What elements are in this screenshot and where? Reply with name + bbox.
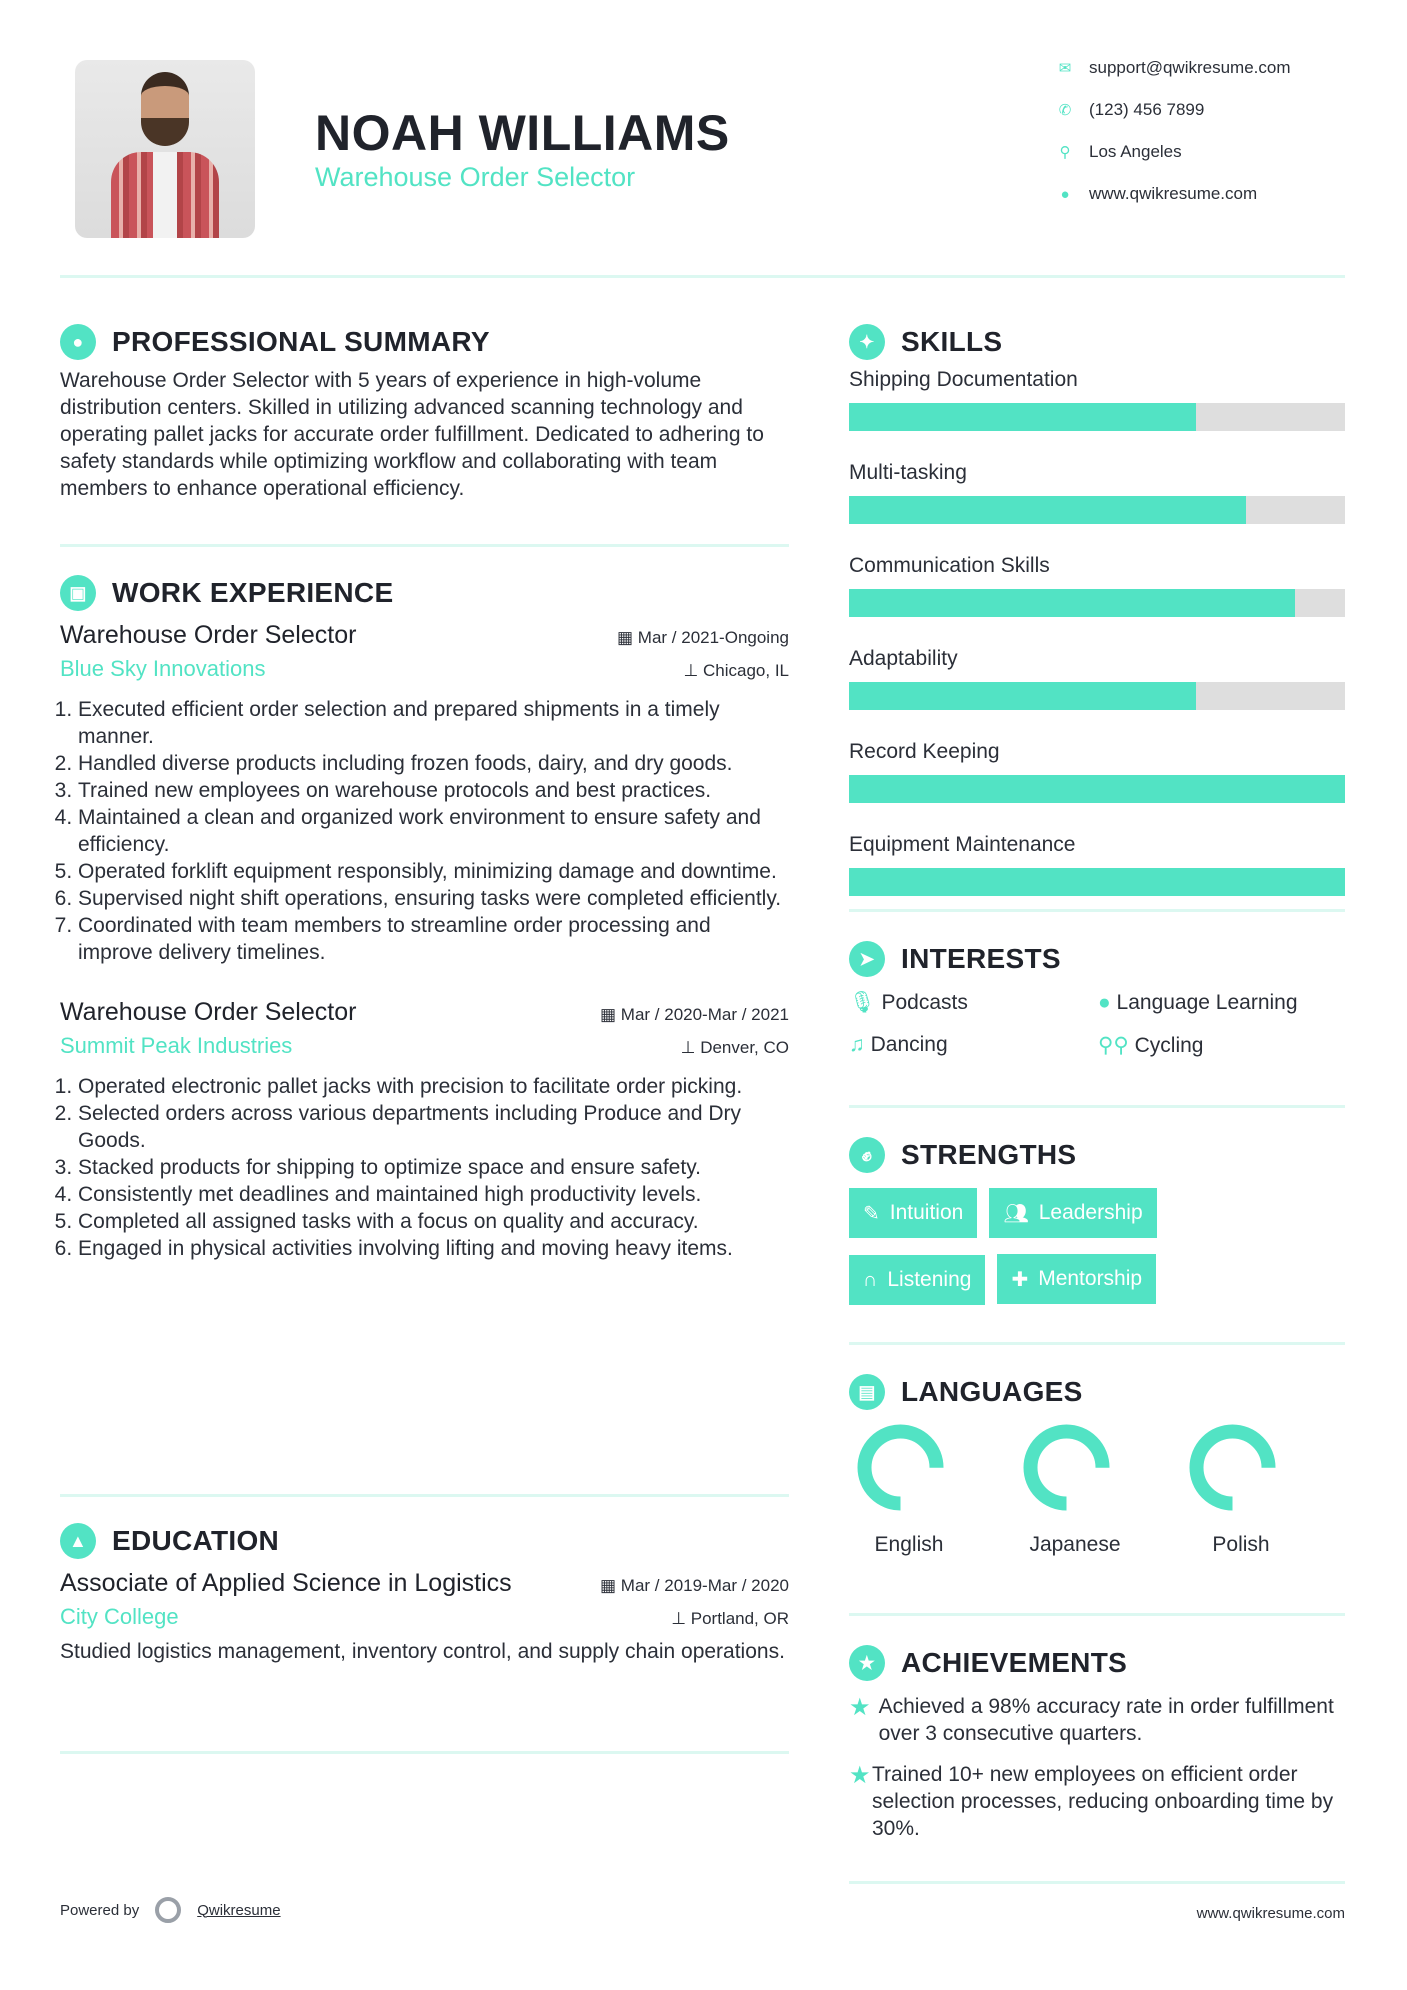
- footer-url[interactable]: www.qwikresume.com: [1196, 1905, 1345, 1922]
- language-ring: [1189, 1424, 1276, 1511]
- list-item: 1. Operated electronic pallet jacks with precision to facilitate order picking.: [78, 1073, 789, 1100]
- strength-chip: 👥︎ Leadership: [989, 1188, 1156, 1238]
- skill-bar-fill: [849, 403, 1196, 431]
- job-title: Warehouse Order Selector: [60, 621, 357, 649]
- list-item: 1. Executed efficient order selection and prepared shipments in a timely manner.: [78, 696, 789, 750]
- skill-bar: [849, 589, 1345, 617]
- job-date: ▦ Mar / 2021-Ongoing: [617, 628, 789, 647]
- education-section: [60, 1523, 789, 1665]
- footer-powered: [60, 1897, 281, 1923]
- users-icon: 👥︎: [1003, 1202, 1029, 1225]
- list-item: 7. Coordinated with team members to streamline order processing and improve delivery timelines.: [78, 912, 789, 966]
- star-badge-icon: ★: [849, 1645, 885, 1681]
- fist-icon: ✊︎: [849, 1137, 885, 1173]
- skill-item: [849, 736, 1345, 803]
- bicycle-icon: ⚲⚲: [1098, 1034, 1135, 1057]
- contact-text: Los Angeles: [1089, 142, 1182, 161]
- job-entry: [60, 621, 789, 966]
- skill-item: [849, 643, 1345, 710]
- pin-icon: ⊥: [683, 661, 703, 680]
- microphone-icon: 🎙︎: [849, 991, 882, 1014]
- skill-item: [849, 829, 1345, 896]
- candidate-title: Warehouse Order Selector: [315, 162, 636, 192]
- section-heading: ✦ SKILLS: [849, 324, 1345, 360]
- list-item: 3. Trained new employees on warehouse protocols and best practices.: [78, 777, 789, 804]
- list-item: 4. Maintained a clean and organized work environment to ensure safety and efficiency.: [78, 804, 789, 858]
- skill-name: Record Keeping: [849, 740, 1000, 763]
- skill-bar-fill: [849, 589, 1295, 617]
- job-date: ▦ Mar / 2020-Mar / 2021: [600, 1005, 789, 1024]
- summary-text: Warehouse Order Selector with 5 years of experience in high-volume distribution centers. Skilled in utilizing advanced scanning technology and operating pallet jacks for accurate order fulfillment. Dedicated to adhering to safety standards while optimizing workflow and collaborating with team members to enhance operational efficiency.: [60, 369, 764, 500]
- phone-icon: ✆: [1058, 102, 1072, 119]
- section-heading: ▤ LANGUAGES: [849, 1374, 1345, 1410]
- user-plus-icon: ✚: [1011, 1268, 1029, 1291]
- magic-wand-icon: ✎: [863, 1202, 880, 1225]
- star-icon: ★: [849, 1762, 871, 1789]
- skill-item: [849, 457, 1345, 524]
- section-heading: ▣ WORK EXPERIENCE: [60, 575, 789, 611]
- job-duties: [60, 1073, 789, 1262]
- interest-item: ⚲⚲ Cycling: [1098, 1034, 1204, 1057]
- summary-section: [60, 324, 789, 502]
- company-name: Summit Peak Industries: [60, 1033, 293, 1058]
- company-name: Blue Sky Innovations: [60, 656, 266, 681]
- star-icon: ★: [849, 1694, 871, 1721]
- divider: [60, 275, 1345, 278]
- globe-icon: ●: [1060, 185, 1070, 203]
- divider: [849, 1881, 1345, 1884]
- headphones-icon: ∩: [863, 1268, 878, 1291]
- skill-bar: [849, 868, 1345, 896]
- section-heading: ▲ EDUCATION: [60, 1523, 789, 1559]
- achievement-item: ★ Trained 10+ new employees on efficient order selection processes, reducing onboarding time by 30%.: [849, 1762, 1334, 1840]
- divider: [849, 909, 1345, 912]
- brand-link[interactable]: Qwikresume: [197, 1901, 281, 1919]
- contact-website[interactable]: [1055, 184, 1257, 204]
- section-heading: ➤ INTERESTS: [849, 941, 1345, 977]
- job-location: ⊥ Chicago, IL: [683, 661, 789, 680]
- language-name: Polish: [1212, 1533, 1270, 1556]
- calendar-icon: ▦: [600, 1005, 621, 1024]
- skill-name: Multi-tasking: [849, 461, 967, 484]
- language-name: English: [874, 1533, 944, 1556]
- calendar-icon: ▦: [617, 628, 638, 647]
- divider: [849, 1342, 1345, 1345]
- achievement-item: ★ Achieved a 98% accuracy rate in order fulfillment over 3 consecutive quarters.: [849, 1694, 1334, 1745]
- skill-item: [849, 364, 1345, 431]
- pin-icon: ⊥: [671, 1609, 691, 1628]
- skills-section: [849, 324, 1345, 896]
- job-entry: [60, 998, 789, 1262]
- skill-bar-fill: [849, 682, 1196, 710]
- list-item: 3. Stacked products for shipping to optimize space and ensure safety.: [78, 1154, 789, 1181]
- strength-chip: ✎ Intuition: [849, 1188, 977, 1238]
- skill-bar: [849, 682, 1345, 710]
- interest-item: ♫ Dancing: [849, 1033, 948, 1056]
- languages-section: [849, 1374, 1345, 1557]
- language-item: [849, 1424, 969, 1557]
- paper-plane-icon: ➤: [849, 941, 885, 977]
- language-name: Japanese: [1029, 1533, 1121, 1556]
- skill-bar: [849, 775, 1345, 803]
- list-item: 2. Handled diverse products including frozen foods, dairy, and dry goods.: [78, 750, 789, 777]
- qwikresume-logo-icon: [155, 1897, 181, 1923]
- candidate-name: NOAH WILLIAMS: [315, 105, 730, 161]
- contact-phone: [1055, 100, 1204, 120]
- interests-section: [849, 941, 1345, 1058]
- section-heading: ★ ACHIEVEMENTS: [849, 1645, 1345, 1681]
- music-icon: ♫: [849, 1033, 871, 1056]
- skill-bar: [849, 496, 1345, 524]
- list-item: 6. Supervised night shift operations, ensuring tasks were completed efficiently.: [78, 885, 789, 912]
- edu-date: ▦ Mar / 2019-Mar / 2020: [600, 1576, 789, 1595]
- skill-name: Adaptability: [849, 647, 958, 670]
- divider: [60, 1494, 789, 1497]
- contact-text: support@qwikresume.com: [1089, 58, 1291, 77]
- calendar-icon: ▦: [600, 1576, 621, 1595]
- skill-name: Equipment Maintenance: [849, 833, 1076, 856]
- language-ring: [1023, 1424, 1110, 1511]
- divider: [849, 1613, 1345, 1616]
- language-item: [1015, 1424, 1135, 1557]
- skill-name: Shipping Documentation: [849, 368, 1078, 391]
- strength-chip: ✚ Mentorship: [997, 1254, 1156, 1304]
- divider: [849, 1105, 1345, 1108]
- skill-item: [849, 550, 1345, 617]
- language-icon: ▤: [849, 1374, 885, 1410]
- list-item: 5. Completed all assigned tasks with a focus on quality and accuracy.: [78, 1208, 789, 1235]
- lightbulb-icon: ✦: [849, 324, 885, 360]
- experience-section: [60, 575, 789, 1262]
- skill-bar: [849, 403, 1345, 431]
- map-pin-icon: ⚲: [1059, 144, 1071, 161]
- contact-text: (123) 456 7899: [1089, 100, 1205, 119]
- education-text: Studied logistics management, inventory control, and supply chain operations.: [60, 1640, 785, 1663]
- divider: [60, 1751, 789, 1754]
- language-ring: [857, 1424, 944, 1511]
- pin-icon: ⊥: [680, 1038, 701, 1057]
- school-name: City College: [60, 1604, 179, 1629]
- edu-location: ⊥ Portland, OR: [671, 1609, 789, 1628]
- strength-chip: ∩ Listening: [849, 1255, 985, 1305]
- list-item: 2. Selected orders across various departments including Produce and Dry Goods.: [78, 1100, 789, 1154]
- degree: Associate of Applied Science in Logistics: [60, 1569, 512, 1597]
- divider: [60, 544, 789, 547]
- powered-by-label: Powered by: [60, 1901, 140, 1919]
- contact-location: [1055, 142, 1182, 162]
- skill-name: Communication Skills: [849, 554, 1050, 577]
- job-title: Warehouse Order Selector: [60, 998, 357, 1026]
- strengths-section: [849, 1137, 1345, 1305]
- list-item: 6. Engaged in physical activities involving lifting and moving heavy items.: [78, 1235, 789, 1262]
- user-icon: ●: [60, 324, 96, 360]
- profile-photo: [75, 60, 255, 238]
- section-heading: ✊︎ STRENGTHS: [849, 1137, 1345, 1173]
- globe-icon: ●: [1098, 991, 1117, 1014]
- envelope-icon: ✉: [1058, 60, 1072, 77]
- skill-bar-fill: [849, 496, 1246, 524]
- contact-text: www.qwikresume.com: [1089, 184, 1258, 203]
- skill-bar-fill: [849, 775, 1345, 803]
- list-item: 4. Consistently met deadlines and maintained high productivity levels.: [78, 1181, 789, 1208]
- list-item: 5. Operated forklift equipment responsibly, minimizing damage and downtime.: [78, 858, 789, 885]
- interest-item: ● Language Learning: [1098, 991, 1298, 1014]
- language-item: [1181, 1424, 1301, 1557]
- achievements-section: [849, 1645, 1345, 1842]
- section-heading: ● PROFESSIONAL SUMMARY: [60, 324, 789, 360]
- job-duties: [60, 696, 789, 966]
- interest-item: 🎙︎ Podcasts: [849, 991, 968, 1014]
- job-location: ⊥ Denver, CO: [680, 1038, 789, 1057]
- briefcase-icon: ▣: [60, 575, 96, 611]
- graduation-icon: ▲: [60, 1523, 96, 1559]
- contact-email[interactable]: [1055, 58, 1291, 78]
- skill-bar-fill: [849, 868, 1345, 896]
